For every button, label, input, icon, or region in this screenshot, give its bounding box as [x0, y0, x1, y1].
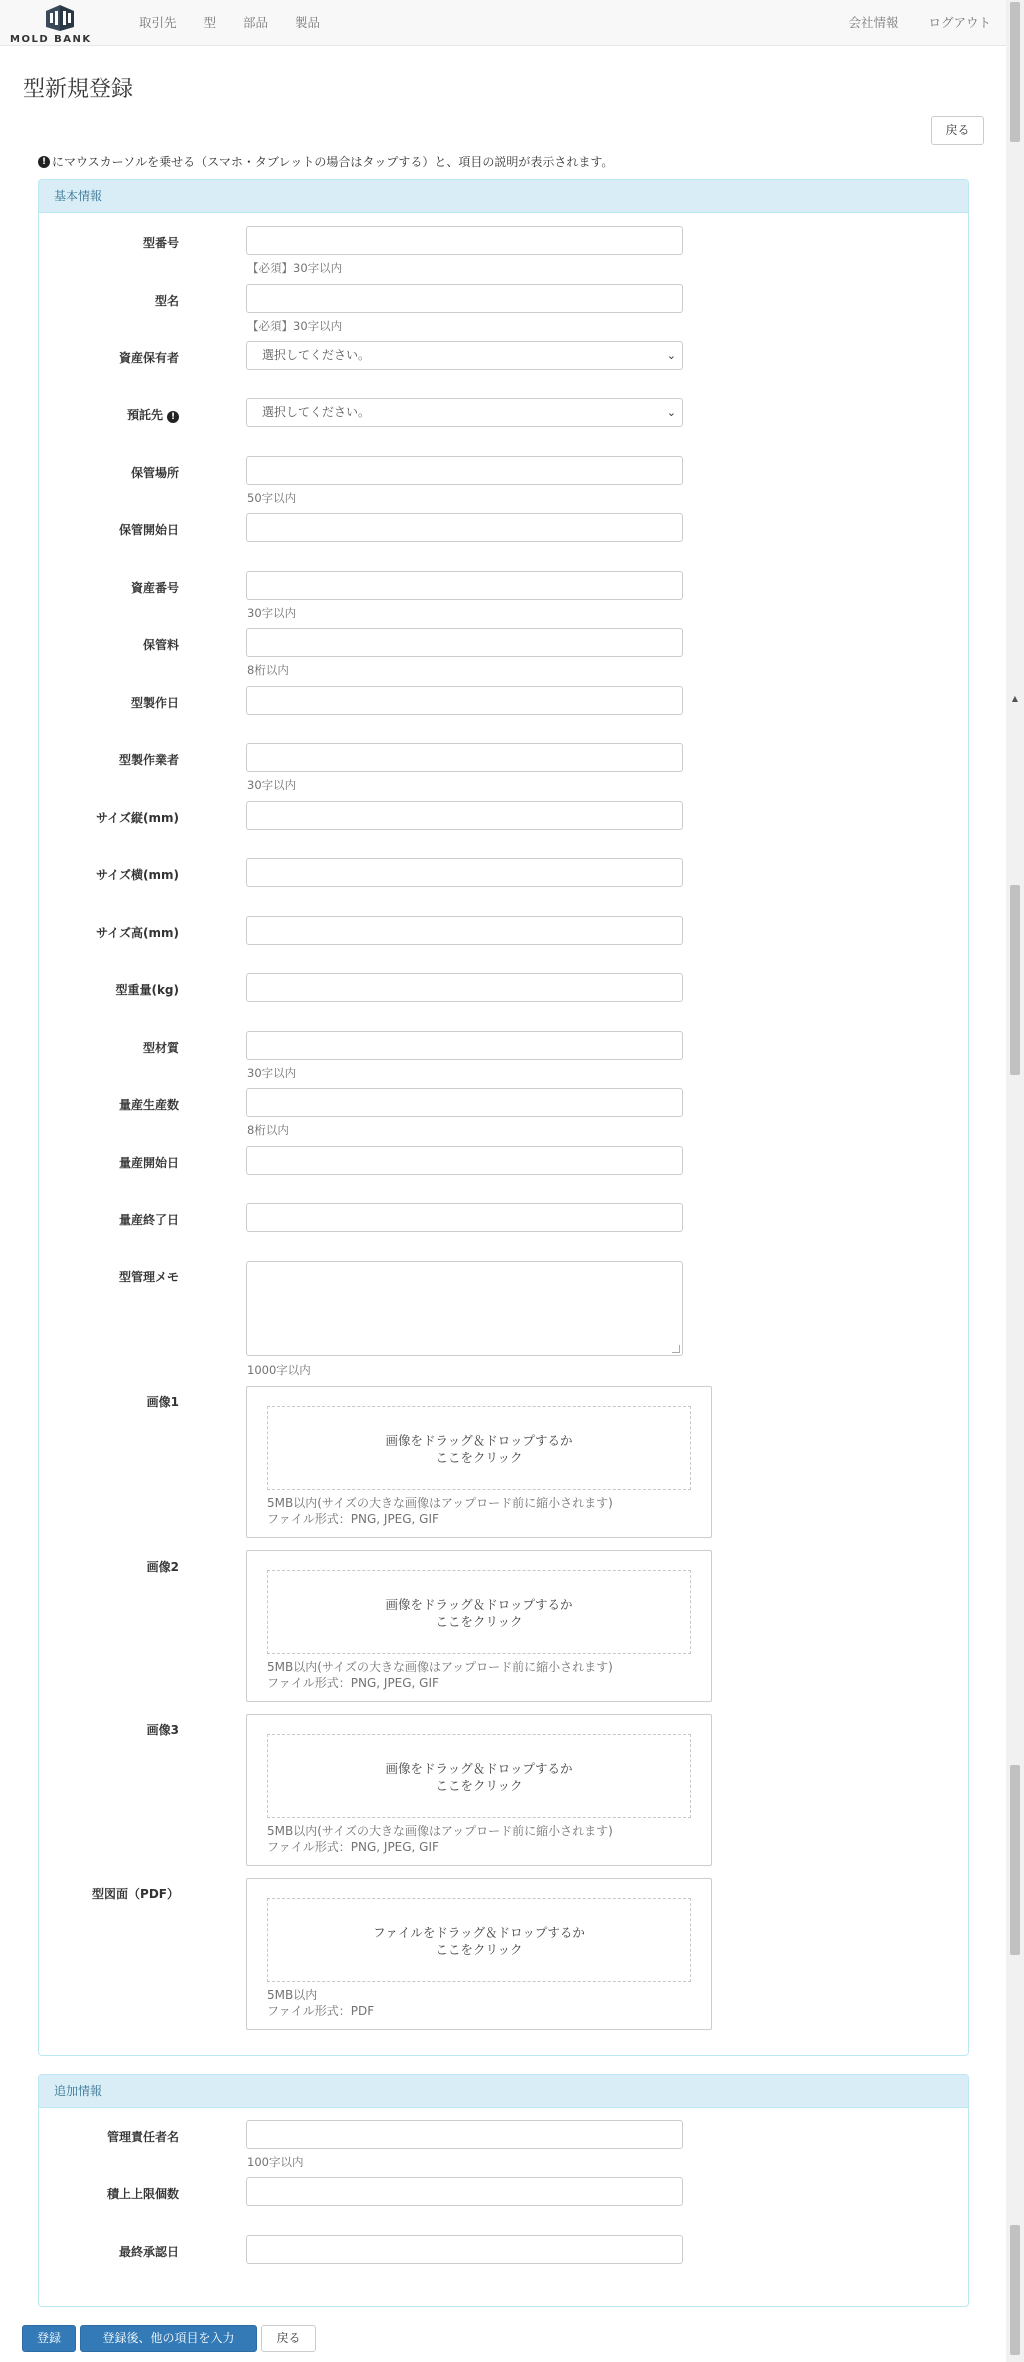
- scroll-thumb[interactable]: [1010, 2225, 1020, 2355]
- dropzone-click-text: ここをクリック: [435, 1450, 523, 1465]
- label-mold-number: 型番号: [142, 236, 179, 250]
- label-last-approval: 最終承認日: [118, 2245, 179, 2259]
- upload-size-note: 5MB以内: [267, 1988, 318, 2002]
- maker-input[interactable]: [246, 743, 683, 772]
- upload-format-note: ファイル形式：PNG, JPEG, GIF: [267, 1840, 439, 1854]
- label-material: 型材質: [142, 1041, 179, 1055]
- manager-input[interactable]: [246, 2120, 683, 2149]
- memo-textarea[interactable]: [246, 1261, 683, 1356]
- help-material: 30字以内: [247, 1066, 297, 1080]
- label-custodian: [39, 406, 179, 423]
- info-icon[interactable]: !: [167, 411, 179, 423]
- dropzone-click-text: ここをクリック: [435, 1778, 523, 1793]
- made-date-input[interactable]: [246, 686, 683, 715]
- label-memo: 型管理メモ: [118, 1270, 179, 1284]
- upload-format-note: ファイル形式：PNG, JPEG, GIF: [267, 1512, 439, 1526]
- asset-owner-selected: 選択してください。: [262, 348, 371, 362]
- label-size-length: サイズ縦(mm): [95, 811, 179, 825]
- image-3-dropzone[interactable]: [267, 1734, 691, 1818]
- back-button-bottom[interactable]: 戻る: [261, 2325, 316, 2352]
- label-custodian-text: 預託先: [126, 408, 163, 422]
- asset-number-input[interactable]: [246, 571, 683, 600]
- nav-item-company-info[interactable]: 会社情報: [848, 15, 899, 30]
- label-image-3: 画像3: [146, 1723, 179, 1737]
- help-mold-name: 【必須】30字以内: [247, 319, 343, 333]
- dropzone-click-text: ここをクリック: [435, 1942, 523, 1957]
- size-length-input[interactable]: [246, 801, 683, 830]
- label-storage-location: 保管場所: [130, 466, 179, 480]
- help-note: [38, 153, 613, 170]
- storage-fee-input[interactable]: [246, 628, 683, 657]
- asset-owner-select[interactable]: [246, 341, 683, 370]
- dropzone-instruction: 画像をドラッグ＆ドロップするか: [385, 1433, 573, 1448]
- drawing-pdf-dropzone[interactable]: [267, 1898, 691, 1982]
- image-2-upload-note: [267, 1659, 613, 1691]
- additional-info-panel: [38, 2074, 969, 2307]
- resize-handle-icon[interactable]: [672, 1345, 680, 1353]
- image-1-upload-note: [267, 1495, 613, 1527]
- label-weight: 型重量(kg): [115, 983, 179, 997]
- page-title: 型新規登録: [23, 77, 134, 102]
- label-mold-name: 型名: [154, 294, 179, 308]
- nav-item-clients[interactable]: 取引先: [139, 15, 177, 30]
- upload-size-note: 5MB以内(サイズの大きな画像はアップロード前に縮小されます): [267, 1824, 613, 1838]
- scroll-thumb[interactable]: [1010, 885, 1020, 1075]
- help-manager: 100字以内: [247, 2155, 304, 2169]
- account-nav: [818, 0, 991, 46]
- help-production-count: 8桁以内: [247, 1123, 289, 1137]
- basic-info-panel: [38, 179, 969, 2056]
- help-asset-number: 30字以内: [247, 606, 297, 620]
- stack-limit-input[interactable]: [246, 2177, 683, 2206]
- chevron-down-icon: ⌄: [666, 349, 676, 362]
- panel-heading-basic: 基本情報: [39, 180, 968, 213]
- label-manager: 管理責任者名: [106, 2130, 179, 2144]
- image-1-dropzone[interactable]: [267, 1406, 691, 1490]
- upload-size-note: 5MB以内(サイズの大きな画像はアップロード前に縮小されます): [267, 1496, 613, 1510]
- nav-item-molds[interactable]: 型: [203, 15, 217, 30]
- top-navbar: [0, 0, 1006, 46]
- label-maker: 型製作業者: [118, 753, 179, 767]
- dropzone-click-text: ここをクリック: [435, 1614, 523, 1629]
- size-width-input[interactable]: [246, 858, 683, 887]
- image-3-upload: [246, 1714, 712, 1866]
- label-made-date: 型製作日: [130, 696, 179, 710]
- main-nav: [139, 0, 347, 46]
- help-storage-location: 50字以内: [247, 491, 297, 505]
- storage-start-date-input[interactable]: [246, 513, 683, 542]
- scroll-thumb[interactable]: [1010, 1765, 1020, 1955]
- help-memo: 1000字以内: [247, 1363, 311, 1377]
- image-3-upload-note: [267, 1823, 613, 1855]
- back-button-top[interactable]: 戻る: [931, 116, 984, 145]
- dropzone-instruction: ファイルをドラッグ＆ドロップするか: [373, 1925, 585, 1940]
- mold-name-input[interactable]: [246, 284, 683, 313]
- help-mold-number: 【必須】30字以内: [247, 261, 343, 275]
- register-button[interactable]: 登録: [22, 2325, 76, 2352]
- page-scrollbar[interactable]: [1006, 0, 1024, 2362]
- upload-format-note: ファイル形式：PDF: [267, 2004, 375, 2018]
- mold-number-input[interactable]: [246, 226, 683, 255]
- label-size-width: サイズ横(mm): [95, 868, 179, 882]
- label-size-height: サイズ高(mm): [95, 926, 179, 940]
- drawing-pdf-upload-note: [267, 1987, 374, 2019]
- production-start-date-input[interactable]: [246, 1146, 683, 1175]
- material-input[interactable]: [246, 1031, 683, 1060]
- custodian-selected: 選択してください。: [262, 405, 371, 419]
- weight-input[interactable]: [246, 973, 683, 1002]
- label-asset-number: 資産番号: [130, 581, 179, 595]
- help-maker: 30字以内: [247, 778, 297, 792]
- scroll-thumb[interactable]: [1010, 2, 1020, 142]
- drawing-pdf-upload: [246, 1878, 712, 2030]
- label-image-2: 画像2: [146, 1560, 179, 1574]
- custodian-select[interactable]: [246, 398, 683, 427]
- size-height-input[interactable]: [246, 916, 683, 945]
- brand-logo[interactable]: [10, 3, 110, 45]
- label-stack-limit: 積上上限個数: [106, 2187, 179, 2201]
- label-production-start: 量産開始日: [118, 1156, 179, 1170]
- last-approval-date-input[interactable]: [246, 2235, 683, 2264]
- label-image-1: 画像1: [146, 1395, 179, 1409]
- help-note-text: にマウスカーソルを乗せる（スマホ・タブレットの場合はタップする）と、項目の説明が表示されます。: [52, 155, 614, 169]
- label-storage-fee: 保管料: [142, 638, 179, 652]
- panel-heading-additional: 追加情報: [39, 2075, 968, 2108]
- nav-item-logout[interactable]: ログアウト: [928, 15, 991, 30]
- scroll-arrow-icon[interactable]: ▲: [1011, 694, 1019, 703]
- image-1-upload: [246, 1386, 712, 1538]
- storage-location-input[interactable]: [246, 456, 683, 485]
- label-storage-start: 保管開始日: [118, 523, 179, 537]
- chevron-down-icon: ⌄: [666, 406, 676, 419]
- brand-name: MOLD BANK: [10, 34, 92, 45]
- nav-item-parts[interactable]: 部品: [243, 15, 269, 30]
- production-end-date-input[interactable]: [246, 1203, 683, 1232]
- image-2-dropzone[interactable]: [267, 1570, 691, 1654]
- label-asset-owner: 資産保有者: [118, 351, 179, 365]
- image-2-upload: [246, 1550, 712, 1702]
- label-drawing-pdf: 型図面（PDF）: [92, 1887, 179, 1901]
- register-continue-button[interactable]: 登録後、他の項目を入力: [80, 2325, 257, 2352]
- production-count-input[interactable]: [246, 1088, 683, 1117]
- nav-item-products[interactable]: 製品: [295, 15, 321, 30]
- help-storage-fee: 8桁以内: [247, 663, 289, 677]
- dropzone-instruction: 画像をドラッグ＆ドロップするか: [385, 1597, 573, 1612]
- mold-bank-logo-icon: [44, 3, 78, 33]
- info-icon: !: [38, 156, 50, 168]
- dropzone-instruction: 画像をドラッグ＆ドロップするか: [385, 1761, 573, 1776]
- label-production-count: 量産生産数: [118, 1098, 179, 1112]
- label-production-end: 量産終了日: [118, 1213, 179, 1227]
- upload-format-note: ファイル形式：PNG, JPEG, GIF: [267, 1676, 439, 1690]
- upload-size-note: 5MB以内(サイズの大きな画像はアップロード前に縮小されます): [267, 1660, 613, 1674]
